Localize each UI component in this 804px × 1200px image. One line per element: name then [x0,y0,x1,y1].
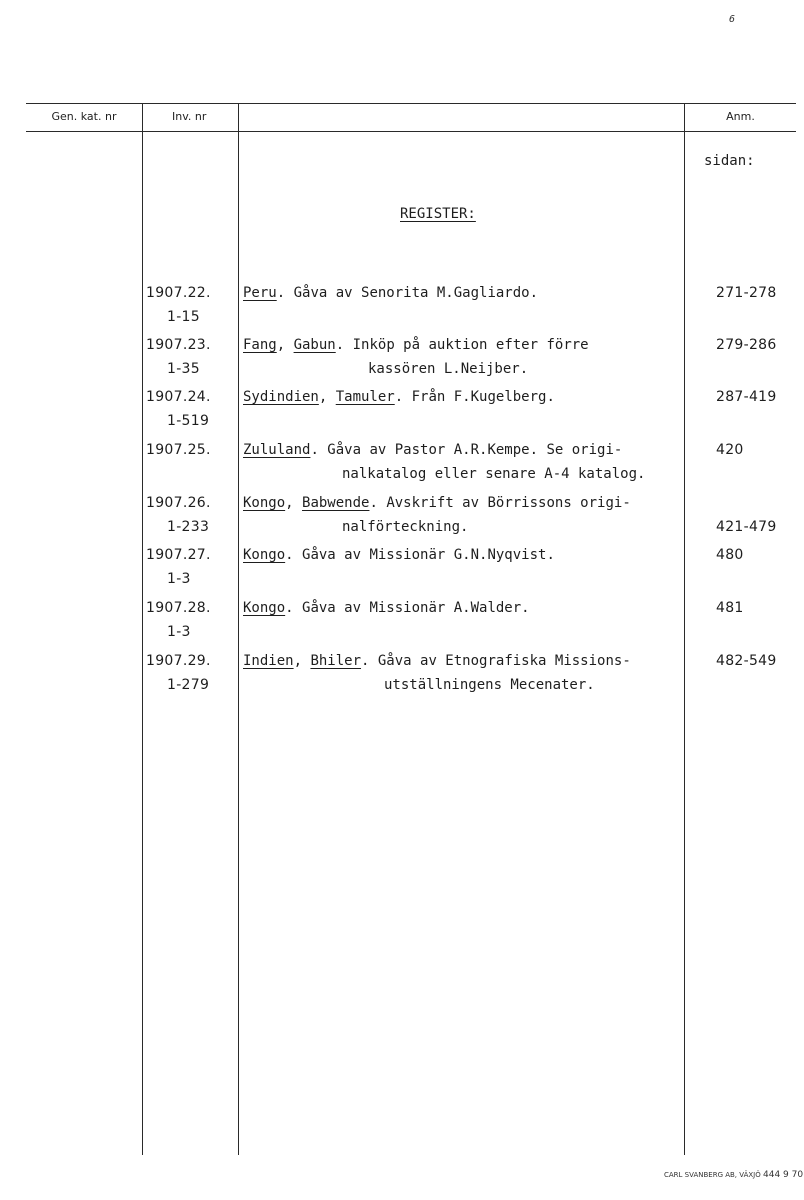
column-divider-inv [238,103,239,1155]
inv-number: 1907.25. [146,442,211,458]
inv-range: 1-233 [167,519,210,535]
entry-description [243,546,555,564]
page-range: 482-549 [716,653,777,669]
entry-description [243,284,538,302]
entry-heading: Tamuler [335,389,395,405]
entry-heading: Bhiler [310,653,362,669]
entry-heading: Kongo [243,547,286,563]
inv-number: 1907.27. [146,547,211,563]
printer-name: CARL SVANBERG AB, VÄXJÖ [664,1171,761,1179]
entry-heading: Sydindien [243,389,319,405]
page-range: 420 [716,442,744,458]
inv-number: 1907.26. [146,495,211,511]
entry-text: Från F.Kugelberg. [403,389,555,405]
entry-heading: Zululand [243,442,311,458]
page-range: 481 [716,600,744,616]
entry-heading-separator: . [369,495,378,511]
printer-mark [664,1170,803,1180]
inv-range: 1-519 [167,413,210,429]
inv-number: 1907.29. [146,653,211,669]
header-gen-kat-nr: Gen. kat. nr [51,110,117,123]
inv-number: 1907.23. [146,337,211,353]
header-inv-nr: Inv. nr [172,110,207,123]
page-range: 480 [716,547,744,563]
form-code: 444 9 70 [763,1170,804,1180]
inv-range: 1-3 [167,624,191,640]
entry-heading: Indien [243,653,294,669]
entry-description [243,599,530,617]
entry-description: Fang, Gabun. Inköp på auktion efter förre [243,337,589,353]
column-divider-anm [684,103,685,1155]
entry-heading-separator: . [335,337,345,353]
entry-description [243,441,622,459]
register-title: REGISTER: [400,206,476,222]
entry-heading: Babwende [302,495,370,511]
page-range: 421-479 [716,519,777,535]
inv-number: 1907.24. [146,389,211,405]
entry-heading: Kongo [243,495,286,511]
entry-heading: Gabun [293,337,336,353]
entry-text: Avskrift av Börrissons origi- [377,495,631,511]
page-range: 271-278 [716,285,777,301]
entry-heading: Kongo [243,600,286,616]
entry-heading-separator: . [285,600,294,616]
entry-heading-separator: . [361,653,370,669]
entry-text: Gåva av Senorita M.Gagliardo. [285,285,539,301]
column-divider-gen [142,103,143,1155]
entry-heading-separator: . [285,547,294,563]
entry-text-continuation: utställningens Mecenater. [384,677,595,693]
entry-description: Sydindien, Tamuler. Från F.Kugelberg. [243,389,555,405]
inv-range: 1-15 [167,309,200,325]
entry-text-continuation: kassören L.Neijber. [368,361,529,377]
entry-text: Gåva av Missionär A.Walder. [293,600,530,616]
entry-text-continuation: nalförteckning. [342,519,469,535]
inv-number: 1907.28. [146,600,211,616]
entry-text-continuation: nalkatalog eller senare A-4 katalog. [342,466,646,482]
sidan-label: sidan: [704,153,755,169]
entry-heading-separator: . [276,285,286,301]
inv-range: 1-35 [167,361,200,377]
entry-heading-separator: . [310,442,319,458]
entry-text: Gåva av Pastor A.R.Kempe. Se origi- [318,442,623,458]
entry-text: Gåva av Etnografiska Missions- [369,653,631,669]
page-range: 287-419 [716,389,777,405]
inv-number: 1907.22. [146,285,211,301]
entry-text: Inköp på auktion efter förre [344,337,589,353]
inv-range: 1-3 [167,571,191,587]
entry-description: Indien, Bhiler. Gåva av Etnografiska Missions- [243,653,631,669]
entry-heading-separator: . [394,389,404,405]
entry-text: Gåva av Missionär G.N.Nyqvist. [293,547,555,563]
entry-heading: Peru [243,285,277,301]
page-range: 279-286 [716,337,777,353]
page-corner-mark: 6 [729,14,736,25]
header-anm: Anm. [726,110,755,123]
inv-range: 1-279 [167,677,210,693]
entry-description: Kongo, Babwende. Avskrift av Börrissons origi- [243,495,631,511]
entry-heading: Fang [243,337,277,353]
